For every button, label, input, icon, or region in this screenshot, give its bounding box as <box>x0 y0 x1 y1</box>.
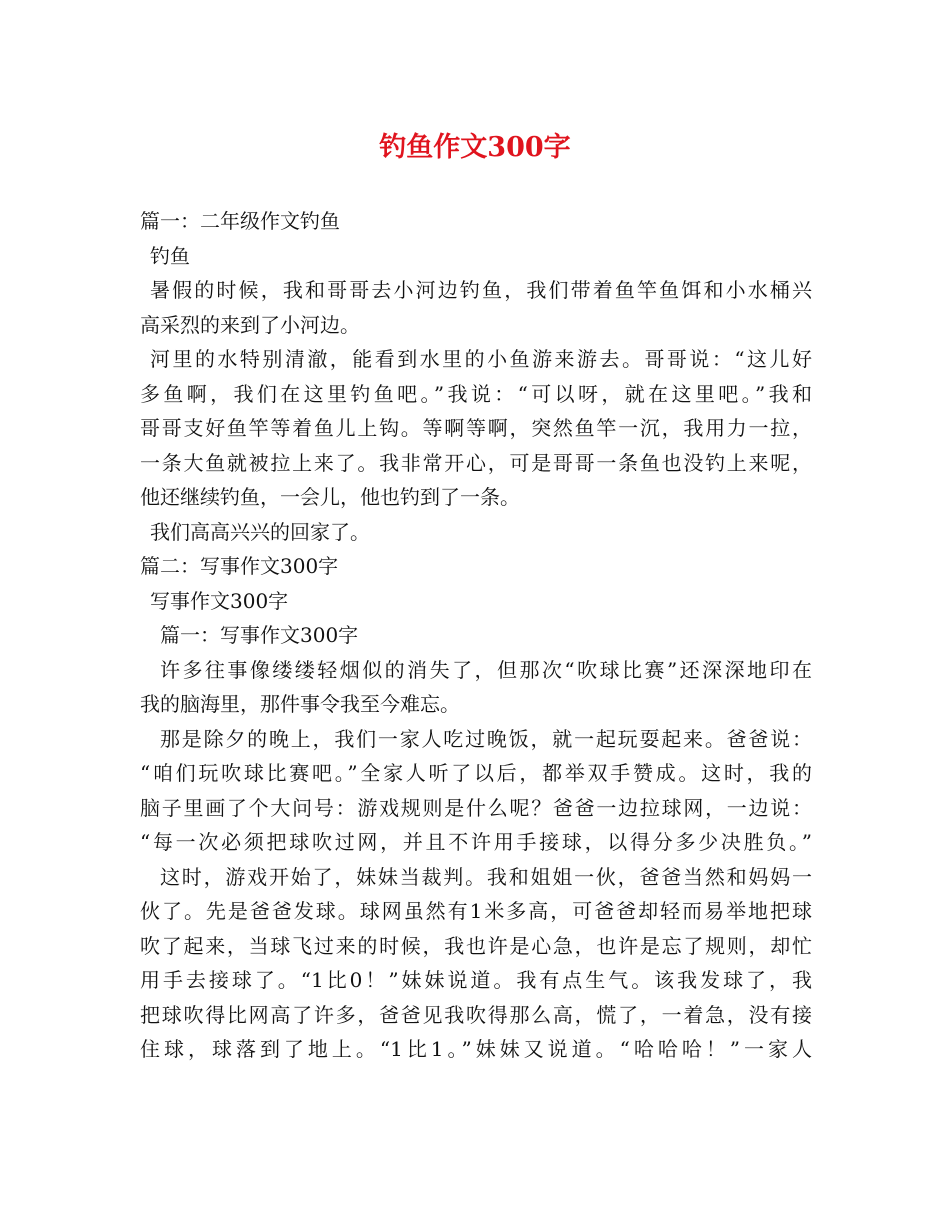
text-line: 伙了。先是爸爸发球。球网虽然有1米多高，可爸爸却轻而易举地把球 <box>140 899 812 923</box>
subsection-title: 篇一：写事作文300字 <box>160 623 359 647</box>
text-line: 脑子里画了个大问号：游戏规则是什么呢？爸爸一边拉球网，一边说： <box>140 795 812 820</box>
document-title: 钓鱼作文300字 <box>379 132 571 163</box>
text-line: 这时，游戏开始了，妹妹当裁判。我和姐姐一伙，爸爸当然和妈妈一 <box>160 864 812 889</box>
text-line: 暑假的时候，我和哥哥去小河边钓鱼，我们带着鱼竿鱼饵和小水桶兴 <box>150 278 812 302</box>
text-line: “咱们玩吹球比赛吧。”全家人听了以后，都举双手赞成。这时，我的 <box>140 761 812 785</box>
text-line: 我的脑海里，那件事令我至今难忘。 <box>140 692 460 716</box>
text-line: 吹了起来，当球飞过来的时候，我也许是心急，也许是忘了规则，却忙 <box>140 933 812 958</box>
text-line: 河里的水特别清澈，能看到水里的小鱼游来游去。哥哥说：“这儿好 <box>150 347 812 371</box>
text-line: “每一次必须把球吹过网，并且不许用手接球，以得分多少决胜负。” <box>140 830 812 854</box>
section-heading: 篇一：二年级作文钓鱼 <box>140 209 340 233</box>
text-line: 一条大鱼就被拉上来了。我非常开心，可是哥哥一条鱼也没钓上来呢， <box>140 450 812 475</box>
text-line: 住球，球落到了地上。“1比1。”妹妹又说道。“哈哈哈！”一家人 <box>140 1037 812 1061</box>
text-line: 许多往事像缕缕轻烟似的消失了，但那次“吹球比赛”还深深地印在 <box>160 657 812 682</box>
text-line: 把球吹得比网高了许多，爸爸见我吹得那么高，慌了，一着急，没有接 <box>140 1002 812 1027</box>
text-line: 用手去接球了。“1比0！”妹妹说道。我有点生气。该我发球了，我 <box>140 968 812 992</box>
subsection-title: 钓鱼 <box>150 243 190 268</box>
document-body <box>140 204 812 1067</box>
section-heading: 篇二：写事作文300字 <box>140 554 339 578</box>
text-line: 他还继续钓鱼，一会儿，他也钓到了一条。 <box>140 485 520 509</box>
text-line: 高采烈的来到了小河边。 <box>140 312 360 337</box>
text-line: 多鱼啊，我们在这里钓鱼吧。”我说：“可以呀，就在这里吧。”我和 <box>140 381 812 406</box>
text-line: 我们高高兴兴的回家了。 <box>150 519 370 544</box>
subsection-title: 写事作文300字 <box>150 588 289 613</box>
text-line: 那是除夕的晚上，我们一家人吃过晚饭，就一起玩耍起来。爸爸说： <box>160 726 812 751</box>
text-line: 哥哥支好鱼竿等着鱼儿上钩。等啊等啊，突然鱼竿一沉，我用力一拉， <box>140 416 812 440</box>
